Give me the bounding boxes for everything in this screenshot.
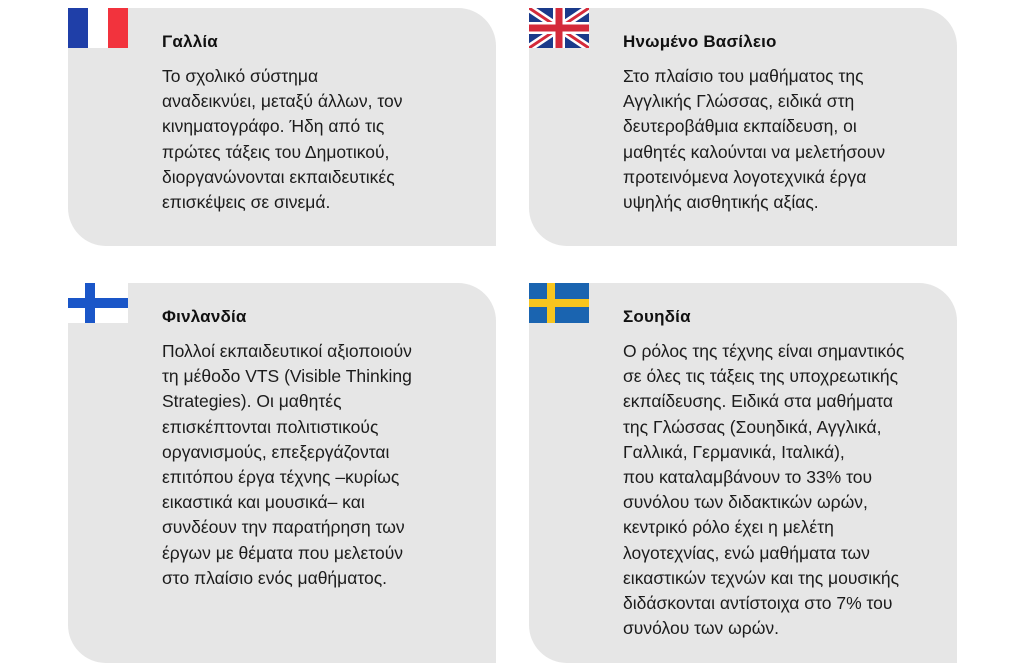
finland-flag-icon bbox=[68, 283, 128, 323]
text-line: στο πλαίσιο ενός μαθήματος. bbox=[162, 567, 388, 588]
text-line: συνόλου των διδακτικών ωρών, bbox=[623, 492, 868, 513]
text-line: διοργανώνονται εκπαιδευτικές bbox=[162, 166, 395, 187]
text-line: μαθητές καλούνται να μελετήσουν bbox=[623, 141, 886, 162]
text-line: συνδέουν την παρατήρηση των bbox=[162, 517, 405, 538]
card-body bbox=[623, 339, 943, 641]
text-line: Strategies). Οι μαθητές bbox=[162, 391, 342, 412]
text-line: επιτόπου έργα τέχνης –κυρίως bbox=[162, 467, 400, 488]
text-line: οργανισμούς, επεξεργάζονται bbox=[162, 441, 390, 462]
country-card-uk bbox=[529, 8, 957, 246]
sweden-flag-icon bbox=[529, 283, 589, 323]
card-title: Φινλανδία bbox=[162, 307, 247, 326]
text-line: που καταλαμβάνουν το 33% του bbox=[623, 467, 873, 488]
card-title: Σουηδία bbox=[623, 307, 691, 326]
text-line: αναδεικνύει, μεταξύ άλλων, τον bbox=[162, 91, 403, 112]
text-line: σε όλες τις τάξεις της υποχρεωτικής bbox=[623, 366, 899, 387]
text-line: τη μέθοδο VTS (Visible Thinking bbox=[162, 366, 412, 387]
text-line: εκπαίδευσης. Ειδικά στα μαθήματα bbox=[623, 391, 893, 412]
text-line: έργων με θέματα που μελετούν bbox=[162, 542, 404, 563]
country-card-france bbox=[68, 8, 496, 246]
text-line: συνόλου των ωρών. bbox=[623, 618, 780, 639]
text-line: Πολλοί εκπαιδευτικοί αξιοποιούν bbox=[162, 341, 412, 361]
text-line: λογοτεχνίας, ενώ μαθήματα των bbox=[623, 542, 870, 563]
text-line: προτεινόμενα λογοτεχνικά έργα bbox=[623, 166, 867, 187]
country-card-sweden bbox=[529, 283, 957, 663]
text-line: δευτεροβάθμια εκπαίδευση, οι bbox=[623, 116, 857, 137]
card-body bbox=[162, 339, 482, 591]
card-title: Ηνωμένο Βασίλειο bbox=[623, 32, 777, 51]
text-line: της Γλώσσας (Σουηδικά, Αγγλικά, bbox=[623, 416, 882, 437]
card-title: Γαλλία bbox=[162, 32, 218, 51]
text-line: εικαστικών τεχνών και της μουσικής bbox=[623, 567, 900, 588]
text-line: κεντρικό ρόλο έχει η μελέτη bbox=[623, 517, 834, 538]
text-line: υψηλής αισθητικής αξίας. bbox=[623, 192, 819, 213]
text-line: επισκέψεις σε σινεμά. bbox=[162, 192, 331, 213]
country-card-finland bbox=[68, 283, 496, 663]
uk-flag-icon bbox=[529, 8, 589, 48]
text-line: κινηματογράφο. Ήδη από τις bbox=[162, 116, 385, 137]
card-body bbox=[623, 64, 943, 215]
france-flag-icon bbox=[68, 8, 128, 48]
text-line: εικαστικά και μουσικά– και bbox=[162, 492, 365, 513]
text-line: Ο ρόλος της τέχνης είναι σημαντικός bbox=[623, 341, 905, 361]
text-line: διδάσκονται αντίστοιχα στο 7% του bbox=[623, 593, 893, 614]
text-line: Αγγλικής Γλώσσας, ειδικά στη bbox=[623, 91, 855, 112]
text-line: Γαλλικά, Γερμανικά, Ιταλικά), bbox=[623, 441, 845, 462]
text-line: επισκέπτονται πολιτιστικούς bbox=[162, 416, 379, 437]
text-line: Στο πλαίσιο του μαθήματος της bbox=[623, 66, 864, 86]
text-line: Το σχολικό σύστημα bbox=[162, 66, 319, 86]
text-line: πρώτες τάξεις του Δημοτικού, bbox=[162, 141, 390, 162]
card-body bbox=[162, 64, 482, 215]
